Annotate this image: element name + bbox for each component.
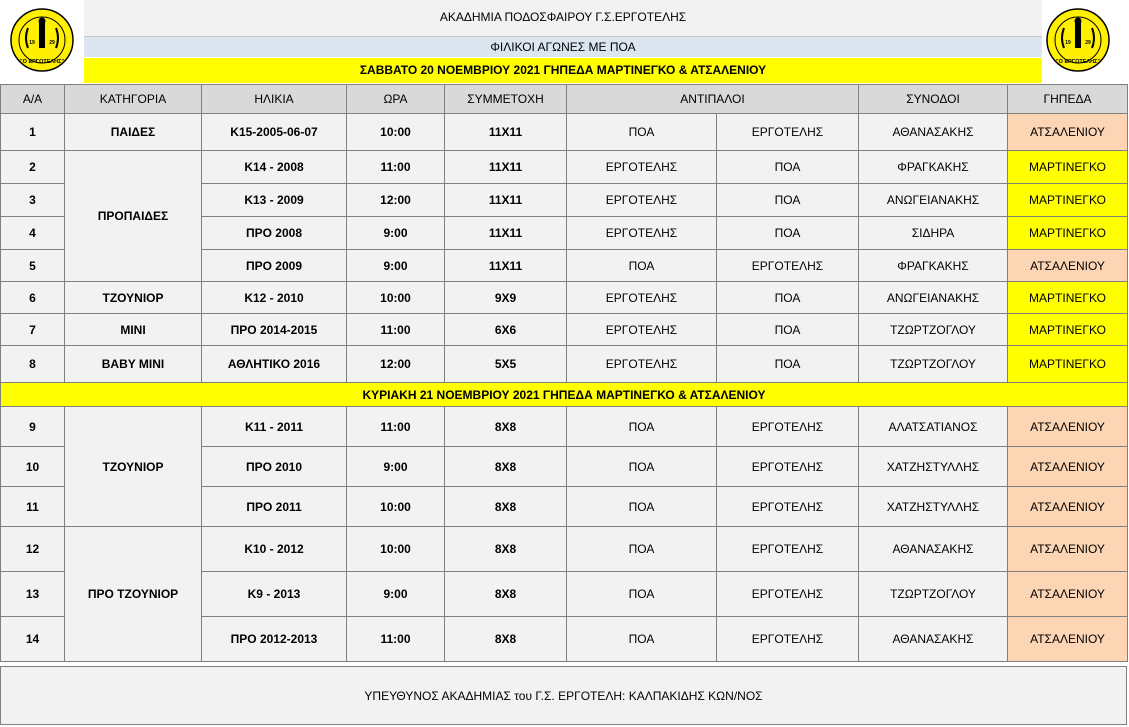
row-number: 7 <box>1 314 65 346</box>
venue-cell: ΜΑΡΤΙΝΕΓΚΟ <box>1008 314 1128 346</box>
age-cell: Κ9 - 2013 <box>202 572 347 617</box>
venue-cell: ΑΤΣΑΛΕΝΙΟΥ <box>1008 114 1128 151</box>
category-cell: ΠΡΟ ΤΖΟΥΝΙΟΡ <box>65 527 202 662</box>
sunday-banner: ΚΥΡΙΑΚΗ 21 ΝΟΕΜΒΡΙΟΥ 2021 ΓΗΠΕΔΑ ΜΑΡΤΙΝΕΓΚΟ & ΑΤΣΑΛΕΝΙΟΥ <box>1 383 1128 407</box>
academy-manager-footer: ΥΠΕΥΘΥΝΟΣ ΑΚΑΔΗΜΙΑΣ του Γ.Σ. ΕΡΓΟΤΕΛΗ: ΚΑΛΠΑΚΙΔΗΣ ΚΩΝ/ΝΟΣ <box>0 666 1127 725</box>
col-escorts: ΣΥΝΟΔΟΙ <box>859 85 1008 114</box>
age-cell: ΠΡΟ 2009 <box>202 250 347 282</box>
age-cell: Κ12 - 2010 <box>202 282 347 314</box>
table-row <box>1 346 1128 383</box>
age-cell: ΠΡΟ 2011 <box>202 487 347 527</box>
col-format: ΣΥΜΜΕΤΟΧΗ <box>445 85 567 114</box>
row-number: 9 <box>1 407 65 447</box>
venue-cell: ΜΑΡΤΙΝΕΓΚΟ <box>1008 151 1128 184</box>
escort-cell: ΧΑΤΖΗΣΤΥΛΛΗΣ <box>859 487 1008 527</box>
team-b-cell: ΠΟΑ <box>717 217 859 250</box>
time-cell: 11:00 <box>347 151 445 184</box>
time-cell: 10:00 <box>347 282 445 314</box>
table-row <box>1 314 1128 346</box>
time-cell: 11:00 <box>347 617 445 662</box>
venue-cell: ΑΤΣΑΛΕΝΙΟΥ <box>1008 407 1128 447</box>
age-cell: ΑΘΛΗΤΙΚΟ 2016 <box>202 346 347 383</box>
row-number: 10 <box>1 447 65 487</box>
team-b-cell: ΕΡΓΟΤΕΛΗΣ <box>717 447 859 487</box>
team-a-cell: ΠΟΑ <box>567 114 717 151</box>
category-cell: MINI <box>65 314 202 346</box>
team-a-cell: ΠΟΑ <box>567 572 717 617</box>
team-a-cell: ΕΡΓΟΤΕΛΗΣ <box>567 346 717 383</box>
team-a-cell: ΠΟΑ <box>567 617 717 662</box>
format-cell: 11Χ11 <box>445 184 567 217</box>
time-cell: 9:00 <box>347 572 445 617</box>
escort-cell: ΣΙΔΗΡΑ <box>859 217 1008 250</box>
time-cell: 11:00 <box>347 407 445 447</box>
escort-cell: ΑΛΑΤΣΑΤΙΑΝΟΣ <box>859 407 1008 447</box>
age-cell: ΠΡΟ 2012-2013 <box>202 617 347 662</box>
row-number: 8 <box>1 346 65 383</box>
format-cell: 8Χ8 <box>445 487 567 527</box>
team-b-cell: ΠΟΑ <box>717 314 859 346</box>
club-logo-right <box>1046 8 1110 72</box>
col-venue: ΓΗΠΕΔΑ <box>1008 85 1128 114</box>
escort-cell: ΑΘΑΝΑΣΑΚΗΣ <box>859 114 1008 151</box>
category-cell: ΤΖΟΥΝΙΟΡ <box>65 282 202 314</box>
row-number: 2 <box>1 151 65 184</box>
format-cell: 8Χ8 <box>445 447 567 487</box>
age-cell: ΠΡΟ 2008 <box>202 217 347 250</box>
format-cell: 11Χ11 <box>445 114 567 151</box>
format-cell: 8Χ8 <box>445 407 567 447</box>
format-cell: 6Χ6 <box>445 314 567 346</box>
table-header <box>1 85 1128 114</box>
venue-cell: ΜΑΡΤΙΝΕΓΚΟ <box>1008 217 1128 250</box>
svg-text:19: 19 <box>1065 40 1071 46</box>
escort-cell: ΧΑΤΖΗΣΤΥΛΛΗΣ <box>859 447 1008 487</box>
row-number: 4 <box>1 217 65 250</box>
row-number: 12 <box>1 527 65 572</box>
team-a-cell: ΕΡΓΟΤΕΛΗΣ <box>567 282 717 314</box>
svg-text:"Ο ΕΡΓΟΤΕΛΗΣ": "Ο ΕΡΓΟΤΕΛΗΣ" <box>1056 59 1100 65</box>
team-a-cell: ΕΡΓΟΤΕΛΗΣ <box>567 217 717 250</box>
time-cell: 10:00 <box>347 487 445 527</box>
team-a-cell: ΕΡΓΟΤΕΛΗΣ <box>567 184 717 217</box>
escort-cell: ΤΖΩΡΤΖΟΓΛΟΥ <box>859 314 1008 346</box>
escort-cell: ΦΡΑΓΚΑΚΗΣ <box>859 250 1008 282</box>
format-cell: 8Χ8 <box>445 527 567 572</box>
format-cell: 8Χ8 <box>445 617 567 662</box>
age-cell: ΠΡΟ 2014-2015 <box>202 314 347 346</box>
team-a-cell: ΠΟΑ <box>567 250 717 282</box>
time-cell: 9:00 <box>347 447 445 487</box>
team-b-cell: ΕΡΓΟΤΕΛΗΣ <box>717 572 859 617</box>
escort-cell: ΑΝΩΓΕΙΑΝΑΚΗΣ <box>859 184 1008 217</box>
venue-cell: ΑΤΣΑΛΕΝΙΟΥ <box>1008 527 1128 572</box>
table-row <box>1 114 1128 151</box>
schedule-table <box>0 84 1128 662</box>
sunday-banner-row <box>1 383 1128 407</box>
row-number: 13 <box>1 572 65 617</box>
svg-text:"Ο ΕΡΓΟΤΕΛΗΣ": "Ο ΕΡΓΟΤΕΛΗΣ" <box>20 59 64 65</box>
time-cell: 9:00 <box>347 250 445 282</box>
category-cell: ΠΑΙΔΕΣ <box>65 114 202 151</box>
team-b-cell: ΠΟΑ <box>717 151 859 184</box>
team-b-cell: ΠΟΑ <box>717 184 859 217</box>
venue-cell: ΑΤΣΑΛΕΝΙΟΥ <box>1008 250 1128 282</box>
venue-cell: ΑΤΣΑΛΕΝΙΟΥ <box>1008 447 1128 487</box>
time-cell: 11:00 <box>347 314 445 346</box>
table-row <box>1 527 1128 572</box>
escort-cell: ΤΖΩΡΤΖΟΓΛΟΥ <box>859 346 1008 383</box>
col-category: ΚΑΤΗΓΟΡΙΑ <box>65 85 202 114</box>
row-number: 11 <box>1 487 65 527</box>
team-b-cell: ΠΟΑ <box>717 282 859 314</box>
age-cell: Κ11 - 2011 <box>202 407 347 447</box>
table-row <box>1 407 1128 447</box>
age-cell: Κ13 - 2009 <box>202 184 347 217</box>
table-row <box>1 282 1128 314</box>
svg-text:29: 29 <box>1085 40 1091 46</box>
team-b-cell: ΕΡΓΟΤΕΛΗΣ <box>717 487 859 527</box>
team-b-cell: ΠΟΑ <box>717 346 859 383</box>
team-a-cell: ΠΟΑ <box>567 447 717 487</box>
format-cell: 5Χ5 <box>445 346 567 383</box>
team-a-cell: ΕΡΓΟΤΕΛΗΣ <box>567 314 717 346</box>
team-a-cell: ΠΟΑ <box>567 487 717 527</box>
category-cell: BABY MINI <box>65 346 202 383</box>
venue-cell: ΜΑΡΤΙΝΕΓΚΟ <box>1008 184 1128 217</box>
team-a-cell: ΕΡΓΟΤΕΛΗΣ <box>567 151 717 184</box>
time-cell: 12:00 <box>347 184 445 217</box>
age-cell: Κ14 - 2008 <box>202 151 347 184</box>
category-cell: ΠΡΟΠΑΙΔΕΣ <box>65 151 202 282</box>
team-b-cell: ΕΡΓΟΤΕΛΗΣ <box>717 527 859 572</box>
team-b-cell: ΕΡΓΟΤΕΛΗΣ <box>717 114 859 151</box>
col-time: ΩΡΑ <box>347 85 445 114</box>
row-number: 3 <box>1 184 65 217</box>
col-aa: Α/Α <box>1 85 65 114</box>
row-number: 5 <box>1 250 65 282</box>
format-cell: 11Χ11 <box>445 250 567 282</box>
venue-cell: ΑΤΣΑΛΕΝΙΟΥ <box>1008 487 1128 527</box>
col-age: ΗΛΙΚΙΑ <box>202 85 347 114</box>
venue-cell: ΑΤΣΑΛΕΝΙΟΥ <box>1008 572 1128 617</box>
time-cell: 9:00 <box>347 217 445 250</box>
venue-cell: ΑΤΣΑΛΕΝΙΟΥ <box>1008 617 1128 662</box>
row-number: 14 <box>1 617 65 662</box>
saturday-banner: ΣΑΒΒΑΤΟ 20 ΝΟΕΜΒΡΙΟΥ 2021 ΓΗΠΕΔΑ ΜΑΡΤΙΝΕΓΚΟ & ΑΤΣΑΛΕΝΙΟΥ <box>84 58 1042 83</box>
format-cell: 11Χ11 <box>445 217 567 250</box>
time-cell: 10:00 <box>347 527 445 572</box>
time-cell: 10:00 <box>347 114 445 151</box>
time-cell: 12:00 <box>347 346 445 383</box>
venue-cell: ΜΑΡΤΙΝΕΓΚΟ <box>1008 282 1128 314</box>
escort-cell: ΦΡΑΓΚΑΚΗΣ <box>859 151 1008 184</box>
team-b-cell: ΕΡΓΟΤΕΛΗΣ <box>717 407 859 447</box>
row-number: 1 <box>1 114 65 151</box>
svg-text:29: 29 <box>49 40 55 46</box>
col-opponents: ΑΝΤΙΠΑΛΟΙ <box>567 85 859 114</box>
row-number: 6 <box>1 282 65 314</box>
friendly-matches-subtitle: ΦΙΛΙΚΟΙ ΑΓΩΝΕΣ ΜΕ ΠΟΑ <box>84 37 1042 57</box>
escort-cell: ΤΖΩΡΤΖΟΓΛΟΥ <box>859 572 1008 617</box>
svg-text:19: 19 <box>29 40 35 46</box>
escort-cell: ΑΘΑΝΑΣΑΚΗΣ <box>859 617 1008 662</box>
age-cell: Κ15-2005-06-07 <box>202 114 347 151</box>
age-cell: Κ10 - 2012 <box>202 527 347 572</box>
team-b-cell: ΕΡΓΟΤΕΛΗΣ <box>717 617 859 662</box>
age-cell: ΠΡΟ 2010 <box>202 447 347 487</box>
table-row <box>1 151 1128 184</box>
format-cell: 8Χ8 <box>445 572 567 617</box>
academy-title: ΑΚΑΔΗΜΙΑ ΠΟΔΟΣΦΑΙΡΟΥ Γ.Σ.ΕΡΓΟΤΕΛΗΣ <box>84 0 1042 37</box>
format-cell: 11Χ11 <box>445 151 567 184</box>
venue-cell: ΜΑΡΤΙΝΕΓΚΟ <box>1008 346 1128 383</box>
team-a-cell: ΠΟΑ <box>567 527 717 572</box>
team-a-cell: ΠΟΑ <box>567 407 717 447</box>
category-cell: ΤΖΟΥΝΙΟΡ <box>65 407 202 527</box>
escort-cell: ΑΝΩΓΕΙΑΝΑΚΗΣ <box>859 282 1008 314</box>
club-logo-left <box>10 8 74 72</box>
escort-cell: ΑΘΑΝΑΣΑΚΗΣ <box>859 527 1008 572</box>
team-b-cell: ΕΡΓΟΤΕΛΗΣ <box>717 250 859 282</box>
format-cell: 9Χ9 <box>445 282 567 314</box>
